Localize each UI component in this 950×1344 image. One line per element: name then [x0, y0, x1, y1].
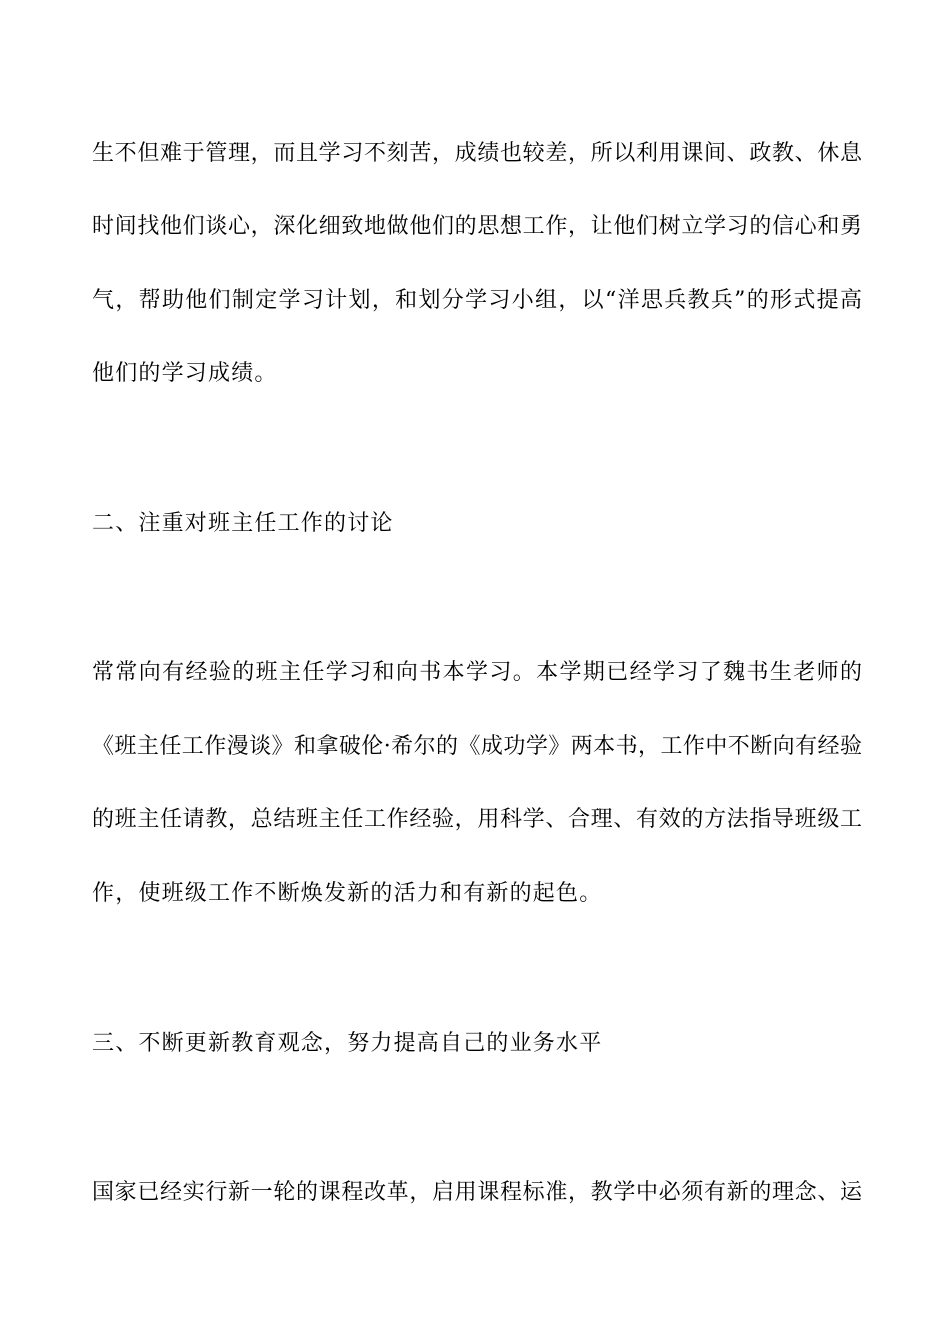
paragraph-2-line-4: 作，使班级工作不断焕发新的活力和有新的起色。 [92, 881, 603, 906]
paragraph-2-line-3: 的班主任请教，总结班主任工作经验，用科学、合理、有效的方法指导班级工 [92, 807, 862, 832]
paragraph-2-line-2: 《班主任工作漫谈》和拿破伦·希尔的《成功学》两本书，工作中不断向有经验 [92, 734, 862, 759]
paragraph-2-line-1: 常常向有经验的班主任学习和向书本学习。本学期已经学习了魏书生老师的 [92, 660, 862, 685]
paragraph-1-line-3: 气，帮助他们制定学习计划，和划分学习小组，以“洋思兵教兵”的形式提高 [92, 288, 862, 313]
paragraph-1-line-1: 生不但难于管理，而且学习不刻苦，成绩也较差，所以利用课间、政教、休息 [92, 141, 862, 166]
paragraph-1-line-4: 他们的学习成绩。 [92, 361, 278, 386]
section-heading-3: 三、不断更新教育观念，努力提高自己的业务水平 [92, 1031, 603, 1056]
section-heading-2: 二、注重对班主任工作的讨论 [92, 511, 394, 536]
paragraph-1-line-2: 时间找他们谈心，深化细致地做他们的思想工作，让他们树立学习的信心和勇 [92, 214, 862, 239]
paragraph-3-line-1: 国家已经实行新一轮的课程改革，启用课程标准，教学中必须有新的理念、运 [92, 1180, 862, 1205]
